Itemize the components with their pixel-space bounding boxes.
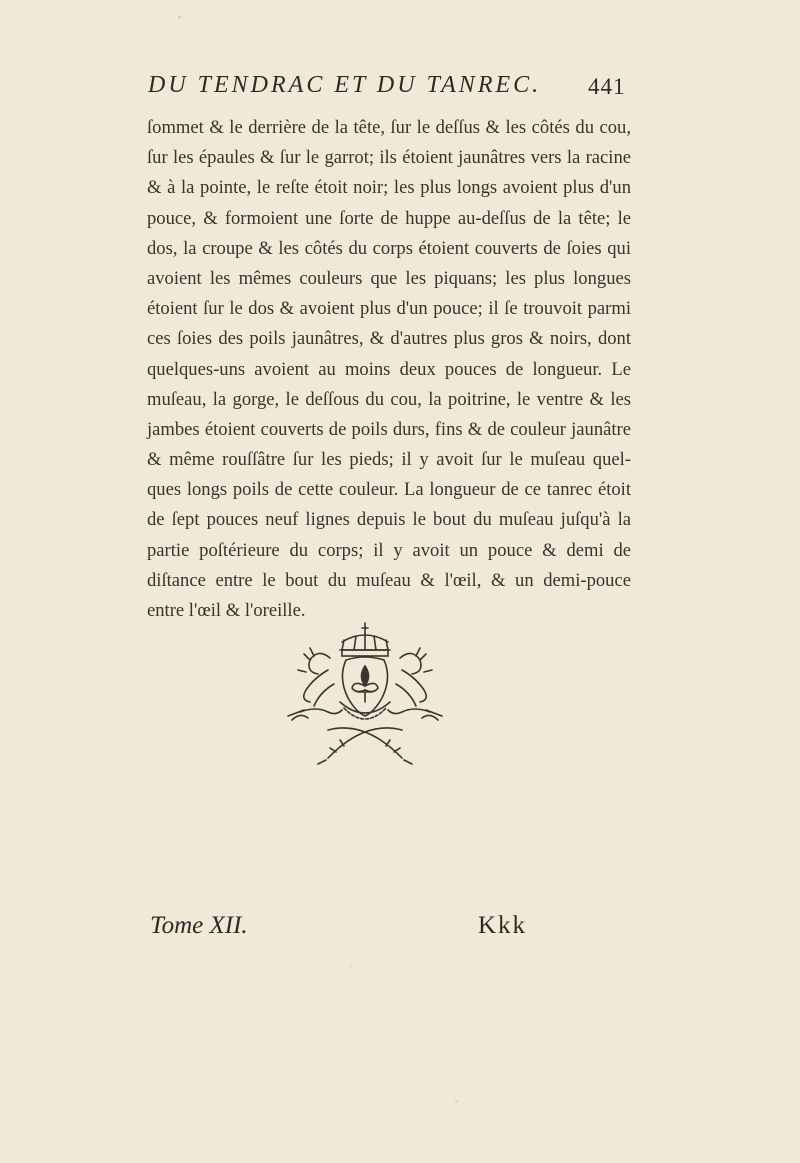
paper-speck bbox=[455, 1100, 458, 1103]
text-line: entre l'œil & l'oreille. bbox=[147, 600, 306, 621]
volume-label: Tome XII. bbox=[150, 912, 248, 939]
signature-mark: Kkk bbox=[478, 912, 528, 939]
text-line: quelques-uns avoient au moins deux pouces de longueur. Le bbox=[147, 358, 631, 380]
text-line: partie poſtérieure du corps; il y avoit un pouce & demi de bbox=[147, 539, 631, 561]
left-flourish-icon bbox=[288, 648, 342, 720]
text-line: pouce, & formoient une ſorte de huppe au-deſſus de la tête; le bbox=[147, 207, 631, 229]
text-line: ces ſoies des poils jaunâtres, & d'autres plus gros & noirs, dont bbox=[147, 328, 631, 350]
paper-speck bbox=[350, 965, 352, 967]
text-line: ques longs poils de cette couleur. La longueur de ce tanrec étoit bbox=[147, 479, 631, 501]
paper-speck bbox=[178, 16, 181, 19]
running-header bbox=[148, 72, 628, 112]
text-line: jambes étoient couverts de poils durs, fins & de couleur jaunâtre bbox=[147, 418, 631, 440]
text-line: diſtance entre le bout du muſeau & l'œil, & un demi-pouce bbox=[147, 569, 631, 591]
text-line: & même rouſſâtre ſur les pieds; il y avoit ſur le muſeau quel- bbox=[147, 449, 631, 471]
text-line: & à la pointe, le reſte étoit noir; les plus longs avoient plus d'un bbox=[147, 177, 631, 199]
crossed-branches-icon bbox=[318, 728, 412, 764]
text-line: dos, la croupe & les côtés du corps étoient couverts de ſoies qui bbox=[147, 237, 631, 259]
fleur-de-lis-icon bbox=[352, 666, 378, 702]
crown-icon bbox=[340, 623, 390, 656]
running-title: DU TENDRAC ET DU TANREC. bbox=[148, 72, 542, 98]
text-line: étoient ſur le dos & avoient plus d'un pouce; il ſe trouvoit parmi bbox=[147, 298, 631, 320]
text-line: avoient les mêmes couleurs que les piquans; les plus longues bbox=[147, 267, 631, 289]
text-line: ſommet & le derrière de la tête, ſur le deſſus & les côtés du cou, bbox=[147, 117, 631, 138]
text-line: de ſept pouces neuf lignes depuis le bout du muſeau juſqu'à la bbox=[147, 509, 631, 531]
text-line: ſur les épaules & ſur le garrot; ils étoient jaunâtres vers la racine bbox=[147, 147, 631, 169]
page-number: 441 bbox=[588, 74, 626, 99]
right-flourish-icon bbox=[388, 648, 442, 720]
body-text bbox=[147, 113, 631, 626]
text-line: muſeau, la gorge, le deſſous du cou, la poitrine, le ventre & les bbox=[147, 388, 631, 410]
royal-crest-vignette-icon bbox=[270, 620, 460, 770]
page-footer bbox=[150, 912, 580, 948]
